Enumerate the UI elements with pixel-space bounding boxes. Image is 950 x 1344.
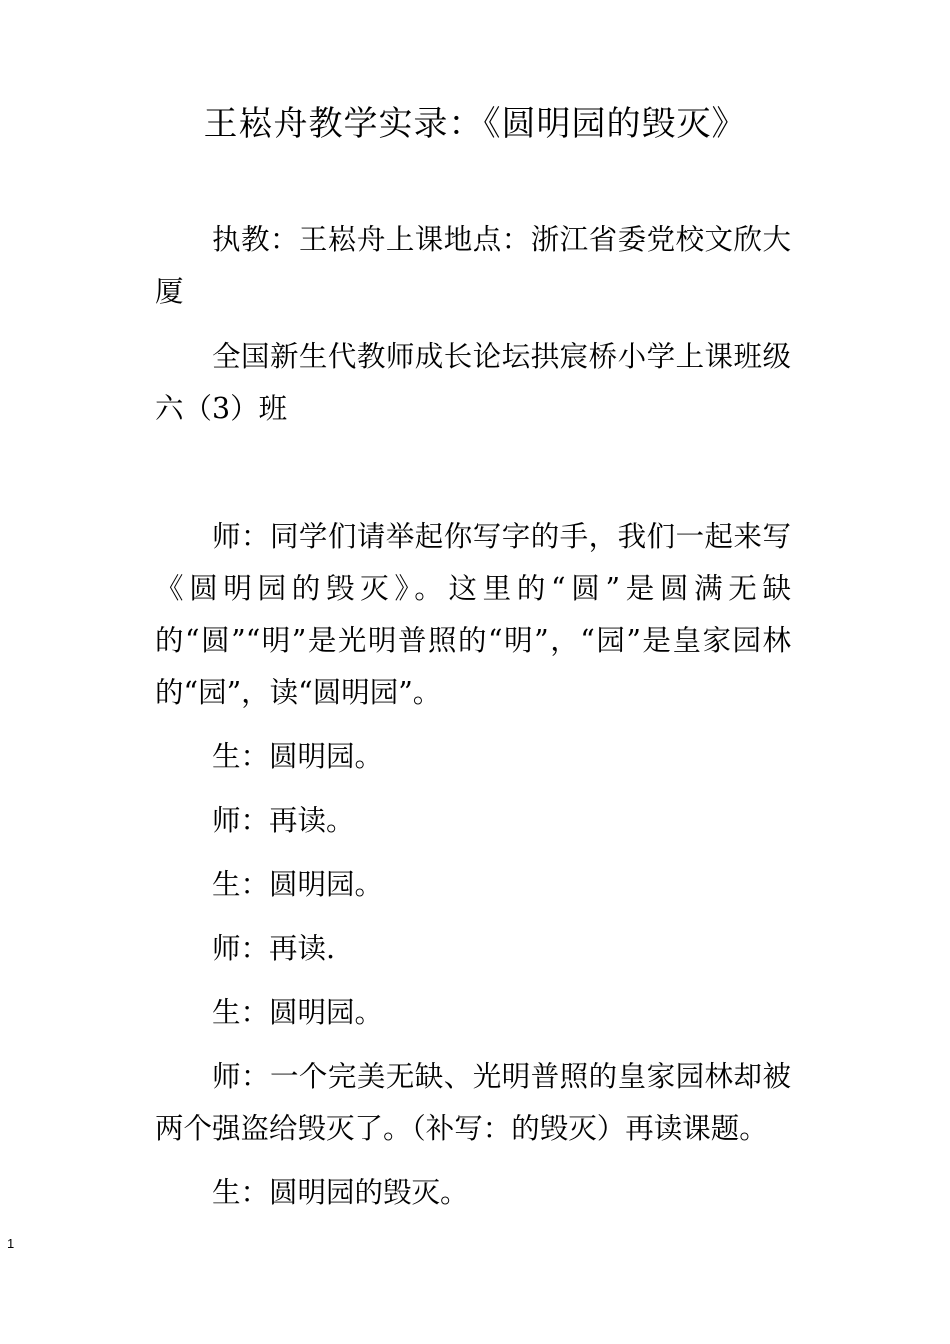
transcript-paragraph: 生：圆明园。 bbox=[212, 740, 384, 773]
transcript-paragraph: 师：再读. bbox=[212, 932, 336, 965]
meta-line-teacher-location: 执教：王崧舟上课地点：浙江省委党校文欣大厦 bbox=[155, 223, 791, 308]
transcript-paragraph: 师：再读。 bbox=[212, 804, 355, 837]
transcript-paragraph: 师：一个完美无缺、光明普照的皇家园林却被两个强盗给毁灭了。（补写：的毁灭）再读课题。 bbox=[155, 1060, 791, 1145]
meta-block-forum-class bbox=[155, 331, 791, 435]
transcript-paragraph: 生：圆明园。 bbox=[212, 996, 384, 1029]
transcript-paragraph: 师：同学们请举起你写字的手，我们一起来写《圆明园的毁灭》。这里的“圆”是圆满无缺的“圆”“明”是光明普照的“明”，“园”是皇家园林的“园”，读“圆明园”。 bbox=[155, 520, 791, 709]
page-number: 1 bbox=[7, 1236, 15, 1251]
lesson-transcript bbox=[155, 511, 791, 1231]
document-title: 王崧舟教学实录：《圆明园的毁灭》 bbox=[203, 104, 747, 144]
meta-block-teacher-location bbox=[155, 214, 791, 318]
transcript-paragraph: 生：圆明园。 bbox=[212, 868, 384, 901]
meta-line-forum-class: 全国新生代教师成长论坛拱宸桥小学上课班级六（3）班 bbox=[155, 340, 791, 425]
transcript-paragraph: 生：圆明园的毁灭。 bbox=[212, 1176, 469, 1209]
